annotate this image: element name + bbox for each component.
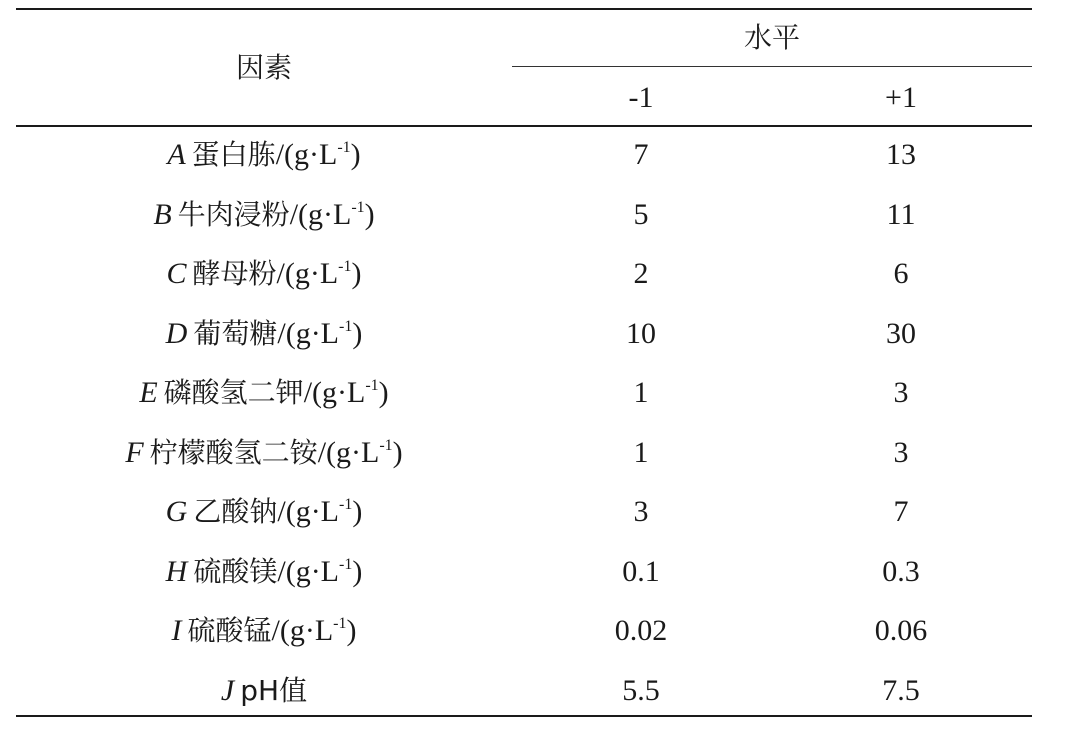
factor-cell	[153, 197, 375, 231]
header-level: 水平	[743, 21, 801, 54]
factor-unit: $/(g\cdot L^{-1})$	[271, 614, 357, 647]
level-high-value: 0.3	[882, 554, 920, 588]
level-low-value: 1	[633, 435, 649, 469]
level-low-value: 0.02	[614, 614, 668, 647]
factor-cell	[166, 259, 361, 289]
level-high-value: 11	[886, 197, 916, 231]
factor-code: B	[153, 197, 172, 231]
factor-name: 酵母粉	[192, 257, 277, 290]
level-low-value: 3	[633, 495, 649, 528]
factor-cell	[125, 435, 403, 469]
factor-unit: $/(g\cdot L^{-1})$	[289, 197, 375, 231]
factor-name: 乙酸钠	[193, 495, 278, 528]
factor-cell	[166, 497, 363, 527]
factor-cell	[172, 616, 357, 646]
level-high-value: 7.5	[882, 673, 920, 707]
factor-code: C	[166, 257, 187, 290]
factor-code: D	[165, 316, 188, 350]
level-low-value: 2	[633, 257, 649, 290]
factor-code: E	[139, 376, 158, 409]
level-high-value: 13	[886, 138, 916, 171]
header-factor: 因素	[235, 51, 293, 84]
factor-unit: $/(g\cdot L^{-1})$	[276, 257, 362, 290]
level-low-value: 5	[633, 197, 649, 231]
level-high-value: 30	[886, 316, 916, 350]
factor-cell	[165, 554, 363, 588]
factor-name: 硫酸镁	[193, 554, 278, 588]
table-top-rule	[16, 8, 1032, 10]
factor-unit: $/(g\cdot L^{-1})$	[277, 495, 363, 528]
factor-code: F	[125, 435, 144, 469]
factor-name: 柠檬酸氢二铵	[149, 435, 318, 469]
level-low-value: 7	[633, 138, 649, 171]
factor-name: 蛋白胨	[191, 138, 276, 171]
factor-unit: $/(g\cdot L^{-1})$	[317, 435, 403, 469]
level-high-value: 7	[893, 495, 909, 528]
factor-name: 磷酸氢二钾	[163, 376, 304, 409]
factor-cell	[167, 140, 360, 170]
level-low-value: 1	[633, 376, 649, 409]
factor-name: 牛肉浸粉	[177, 197, 290, 231]
factor-unit: $/(g\cdot L^{-1})$	[277, 554, 363, 588]
factor-code: A	[167, 138, 186, 171]
table-header-rule	[16, 125, 1032, 127]
factor-name: 葡萄糖	[193, 316, 278, 350]
factor-code: H	[165, 554, 188, 588]
factor-cell	[220, 673, 308, 707]
header-level-high: +1	[885, 81, 917, 114]
table-bottom-rule	[16, 715, 1032, 717]
factor-name: pH值	[240, 673, 308, 707]
level-high-value: 3	[893, 435, 909, 469]
factor-cell	[165, 316, 363, 350]
level-low-value: 5.5	[622, 673, 660, 707]
factor-unit: $/(g\cdot L^{-1})$	[275, 138, 361, 171]
level-high-value: 3	[893, 376, 909, 409]
level-high-value: 6	[893, 257, 909, 290]
factor-code: G	[165, 495, 188, 528]
header-level-low: -1	[628, 81, 654, 114]
level-group-rule	[512, 66, 1032, 67]
level-low-value: 0.1	[622, 554, 660, 588]
factor-code: I	[171, 614, 182, 647]
level-high-value: 0.06	[874, 614, 928, 647]
factor-cell	[139, 378, 388, 408]
factor-unit: $/(g\cdot L^{-1})$	[303, 376, 389, 409]
level-low-value: 10	[626, 316, 656, 350]
factor-name: 硫酸锰	[187, 614, 272, 647]
factor-unit: $/(g\cdot L^{-1})$	[277, 316, 363, 350]
factor-code: J	[220, 673, 235, 707]
